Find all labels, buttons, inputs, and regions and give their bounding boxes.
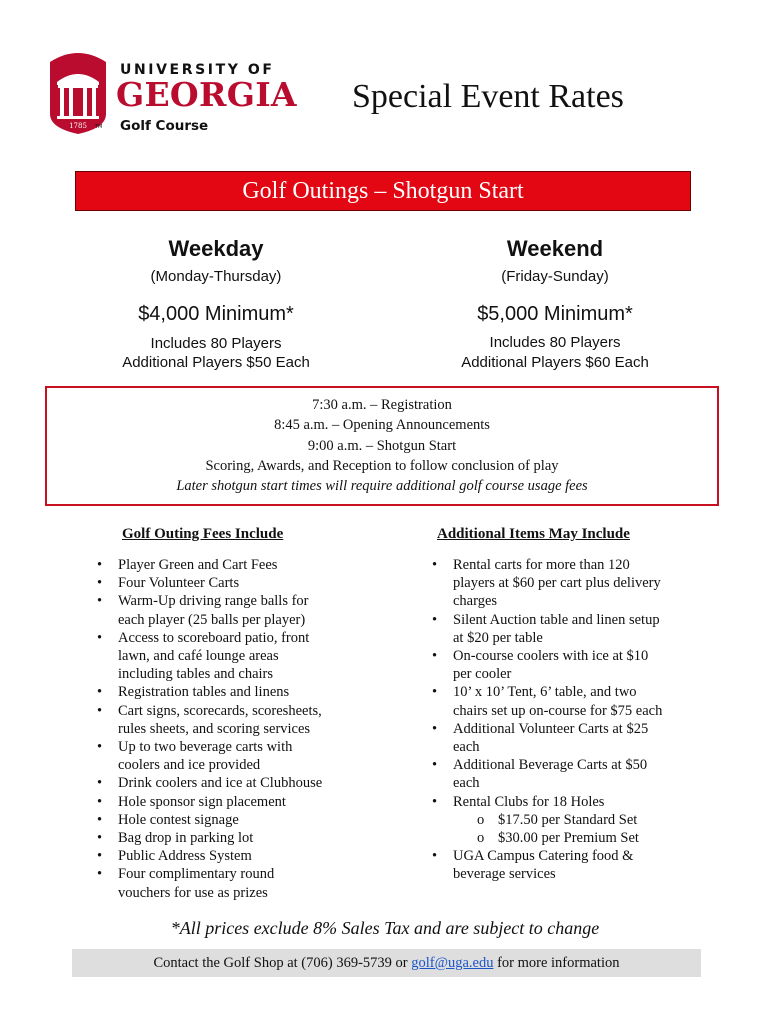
additional-list-item	[432, 756, 732, 792]
bullet-icon: •	[432, 684, 438, 701]
weekend-minimum: $5,000 Minimum*	[477, 303, 633, 325]
uga-golf-logo	[48, 52, 298, 137]
weekend-column	[405, 236, 705, 371]
list-item-line: vouchers for use as prizes	[118, 884, 268, 901]
list-item-line: charges	[453, 593, 498, 610]
logo-georgia: GEORGIA	[116, 75, 297, 114]
club-option-item	[453, 829, 732, 847]
weekend-title: Weekend	[506, 236, 604, 261]
weekday-title: Weekday	[168, 236, 264, 261]
list-item-line: Additional Beverage Carts at $50	[453, 757, 648, 774]
bullet-icon: •	[432, 757, 438, 774]
schedule-shotgun: 9:00 a.m. – Shotgun Start	[307, 438, 457, 454]
club-options-list	[453, 811, 732, 847]
list-item-line: Registration tables and linens	[118, 684, 290, 701]
bullet-icon: •	[97, 775, 103, 792]
bullet-icon: •	[97, 684, 103, 701]
bullet-icon: •	[97, 593, 103, 610]
weekend-days: (Friday-Sunday)	[501, 268, 609, 285]
list-item-line: per cooler	[453, 666, 512, 683]
bullet-icon: •	[432, 720, 438, 737]
list-item-line: Access to scoreboard patio, front	[118, 629, 310, 646]
schedule-announcements: 8:45 a.m. – Opening Announcements	[274, 417, 490, 433]
contact-bar	[72, 949, 701, 977]
additional-items-list	[432, 556, 732, 884]
bullet-icon: •	[432, 848, 438, 865]
bullet-icon: •	[97, 629, 103, 646]
list-item-line: lawn, and café lounge areas	[118, 648, 279, 665]
list-item-line: Four Volunteer Carts	[118, 575, 240, 592]
schedule-reception: Scoring, Awards, and Reception to follow conclusion of play	[205, 458, 559, 474]
sub-bullet-icon: o	[477, 811, 485, 828]
list-item-line: Four complimentary round	[118, 866, 275, 883]
schedule-registration: 7:30 a.m. – Registration	[312, 397, 452, 413]
bullet-icon: •	[432, 611, 438, 628]
fees-include-heading: Golf Outing Fees Include	[122, 526, 284, 542]
list-item-line: each	[453, 739, 480, 756]
trademark-mark: TM	[95, 124, 103, 130]
weekday-minimum: $4,000 Minimum*	[138, 303, 294, 325]
weekday-days: (Monday-Thursday)	[150, 268, 282, 285]
fee-list-item	[97, 629, 397, 684]
page-title: Special Event Rates	[352, 78, 624, 115]
tax-note: *All prices exclude 8% Sales Tax and are subject to change	[170, 918, 600, 938]
bullet-icon: •	[97, 830, 103, 847]
fees-include-list	[97, 556, 397, 902]
list-item-line: players at $60 per cart plus delivery	[453, 575, 661, 592]
additional-list-item	[432, 556, 732, 611]
list-item-line: each player (25 balls per player)	[118, 611, 306, 628]
list-item-line: coolers and ice provided	[118, 757, 261, 774]
club-option-item	[453, 811, 732, 829]
sub-bullet-icon: o	[477, 830, 485, 847]
fee-list-item	[97, 847, 397, 865]
bullet-icon: •	[432, 557, 438, 573]
fee-list-item	[97, 811, 397, 829]
fee-list-item	[97, 738, 397, 774]
bullet-icon: •	[97, 557, 103, 573]
weekday-column	[66, 236, 366, 371]
fee-list-item	[97, 702, 397, 738]
list-item-line: each	[453, 775, 480, 792]
list-item-line: Bag drop in parking lot	[118, 830, 254, 847]
bullet-icon: •	[97, 793, 103, 810]
bullet-icon: •	[432, 648, 438, 665]
fee-list-item	[97, 592, 397, 628]
list-item-line: Warm-Up driving range balls for	[118, 593, 309, 610]
bullet-icon: •	[97, 848, 103, 865]
bullet-icon: •	[97, 575, 103, 592]
list-item-line: including tables and chairs	[118, 666, 274, 683]
weekday-includes: Includes 80 Players	[150, 335, 282, 352]
list-item-line: Up to two beverage carts with	[118, 739, 293, 756]
fee-list-item	[97, 774, 397, 792]
fee-list-item	[97, 556, 397, 574]
bullet-icon: •	[97, 811, 103, 828]
additional-list-item	[432, 793, 732, 848]
additional-list-item	[432, 647, 732, 683]
additional-items-heading: Additional Items May Include	[437, 526, 630, 542]
additional-list-item	[432, 720, 732, 756]
list-item-line: Additional Volunteer Carts at $25	[453, 720, 649, 737]
schedule-note: Later shotgun start times will require additional golf course usage fees	[176, 478, 588, 494]
fee-list-item	[97, 865, 397, 901]
logo-golf-course: Golf Course	[120, 118, 209, 134]
additional-list-item	[432, 847, 732, 883]
list-item-line: Hole contest signage	[118, 811, 239, 828]
list-item-line: 10’ x 10’ Tent, 6’ table, and two	[453, 684, 637, 701]
fee-list-item	[97, 793, 397, 811]
additional-list-item	[432, 683, 732, 719]
list-item-line: UGA Campus Catering food &	[453, 848, 634, 865]
bullet-icon: •	[97, 739, 103, 756]
list-item-line: rules sheets, and scoring services	[118, 720, 311, 737]
list-item-line: On-course coolers with ice at $10	[453, 648, 649, 665]
list-item-line: Rental carts for more than 120	[453, 557, 630, 573]
fee-list-item	[97, 829, 397, 847]
list-item-line: Silent Auction table and linen setup	[453, 611, 660, 628]
email-link[interactable]: golf@uga.edu	[411, 955, 494, 971]
club-option-text: $30.00 per Premium Set	[498, 830, 639, 847]
additional-list-item	[432, 611, 732, 647]
bullet-icon: •	[97, 866, 103, 883]
weekend-additional: Additional Players $60 Each	[461, 354, 649, 371]
fee-list-item	[97, 574, 397, 592]
list-item-line: Hole sponsor sign placement	[118, 793, 286, 810]
bullet-icon: •	[97, 702, 103, 719]
schedule-box	[45, 386, 719, 506]
section-banner: Golf Outings – Shotgun Start	[75, 171, 691, 211]
list-item-line: Player Green and Cart Fees	[118, 557, 278, 573]
contact-prefix: Contact the Golf Shop at (706) 369-5739 or	[153, 955, 412, 971]
list-item-line: at $20 per table	[453, 629, 543, 646]
contact-suffix: for more information	[493, 955, 620, 971]
bullet-icon: •	[432, 793, 438, 810]
arch-logo-icon	[48, 52, 108, 134]
club-option-text: $17.50 per Standard Set	[498, 811, 638, 828]
list-item-line: Public Address System	[118, 848, 252, 865]
weekend-includes: Includes 80 Players	[489, 334, 621, 351]
list-item-line: chairs set up on-course for $75 each	[453, 702, 663, 719]
logo-year: 1785	[69, 122, 87, 130]
weekday-additional: Additional Players $50 Each	[122, 354, 310, 371]
list-item-line: Rental Clubs for 18 Holes	[453, 793, 605, 810]
list-item-line: beverage services	[453, 866, 556, 883]
list-item-line: Drink coolers and ice at Clubhouse	[118, 775, 323, 792]
list-item-line: Cart signs, scorecards, scoresheets,	[118, 702, 322, 719]
logo-university-of: UNIVERSITY OF	[120, 62, 275, 78]
fee-list-item	[97, 683, 397, 701]
